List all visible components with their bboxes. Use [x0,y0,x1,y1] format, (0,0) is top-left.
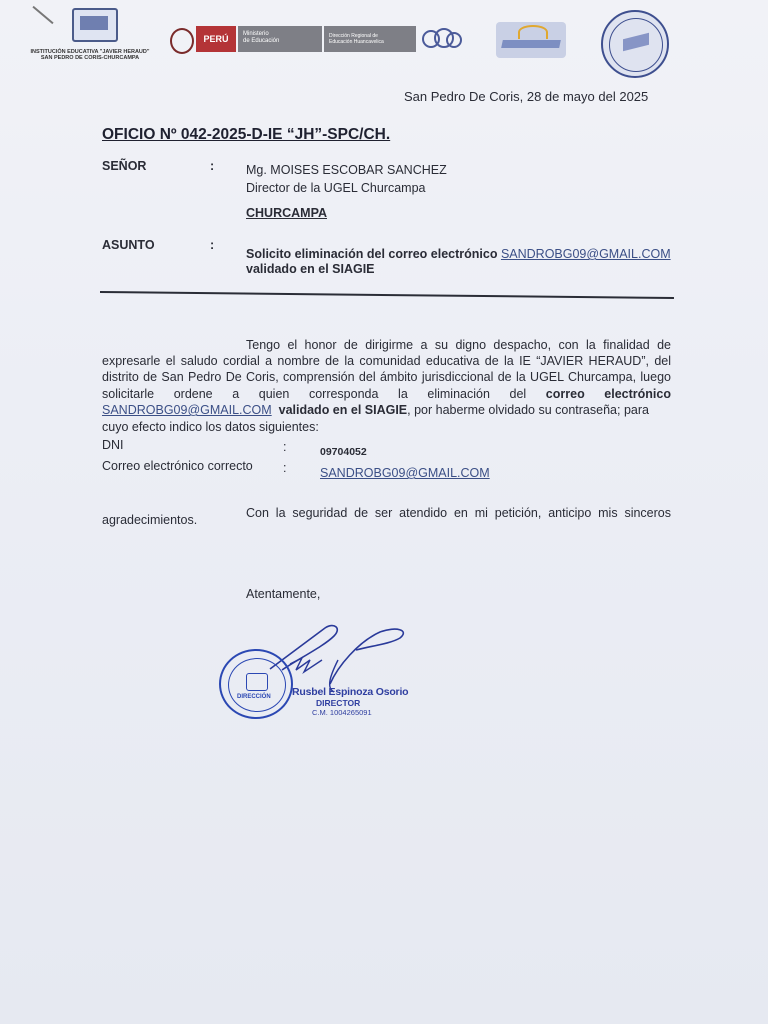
body-line5-bold: validado en el SIAGIE [278,403,408,417]
body-line6: cuyo efecto indico los datos siguientes: [102,420,319,434]
signer-role: DIRECTOR [316,698,361,708]
stamp-emblem-icon [246,673,268,691]
body-email: SANDROBG09@GMAIL.COM [102,403,272,417]
addressee-colon: : [210,159,215,173]
directorate-label-line1: Dirección Regional de [329,33,378,39]
addressee-name: Mg. MOISES ESCOBAR SANCHEZ [246,163,447,177]
body-line5 [102,402,671,418]
closing-line2: agradecimientos. [102,513,198,527]
school-logo [30,6,150,66]
ministry-label-line1: Ministerio [243,31,269,37]
peru-label: PERÚ [196,26,236,52]
ministry-label [238,26,322,52]
place-date: San Pedro De Coris, 28 de mayo del 2025 [404,89,649,104]
document-reference: OFICIO Nº 042-2025-D-IE “JH”-SPC/CH. [102,126,391,143]
school-stamp [219,649,293,719]
staple-mark [32,6,53,24]
body-line3: distrito de San Pedro De Coris, comprensión del ámbito jurisdiccional de la UGEL Churcampa, luego [102,370,671,384]
addressee-city: CHURCAMPA [246,206,328,220]
body-line4-text: solicitarle ordene a quien corresponda la eliminación del [102,387,546,401]
subject-line1 [246,247,671,261]
body-line5-text: , por haberme olvidado su contraseña; para [407,403,649,417]
dni-colon: : [283,440,287,454]
email-label: Correo electrónico correcto [102,459,253,473]
subject-email: SANDROBG09@GMAIL.COM [500,247,671,261]
email-value: SANDROBG09@GMAIL.COM [320,466,490,480]
body-line2: expresarle el saludo cordial a nombre de la comunidad educativa de la IE “JAVIER HERAUD”, del [102,354,671,368]
school-shield-icon [72,8,118,42]
school-caption-line2: SAN PEDRO DE CORIS-CHURCAMPA [40,55,140,61]
regional-seal-icon [420,26,464,52]
email-colon: : [283,461,287,475]
competa-logo-icon [496,22,566,58]
school-caption-line1: INSTITUCIÓN EDUCATIVA "JAVIER HERAUD" [30,49,150,55]
peru-emblem-icon [170,28,194,54]
directorate-label [324,26,416,52]
ministry-label-line2: de Educación [243,38,280,44]
body-line4 [102,386,671,402]
body-line1: Tengo el honor de dirigirme a su digno despacho, con la finalidad de [246,338,671,352]
body-line4-bold: correo electrónico [545,387,671,401]
stamp-text: DIRECCIÓN [237,694,271,700]
addressee-title: Director de la UGEL Churcampa [246,181,426,195]
closing-line1: Con la seguridad de ser atendido en mi petición, anticipo mis sinceros [246,506,671,520]
subject-line2: validado en el SIAGIE [246,262,375,276]
subject-colon: : [210,238,215,252]
ugel-seal-icon [601,10,669,78]
dni-label: DNI [102,438,124,452]
dni-value: 09704052 [320,446,367,458]
separator-rule [100,291,674,299]
subject-label: ASUNTO [102,238,155,252]
school-caption [30,49,150,61]
signer-name: Rusbel Espinoza Osorio [292,686,409,698]
ministry-banner [168,24,468,54]
directorate-label-line2: Educación Huancavelica [329,39,384,45]
valediction: Atentamente, [246,587,321,601]
signer-cm: C.M. 1004265091 [312,708,372,717]
subject-text: Solicito eliminación del correo electrónico [246,247,498,261]
addressee-label: SEÑOR [102,159,147,173]
